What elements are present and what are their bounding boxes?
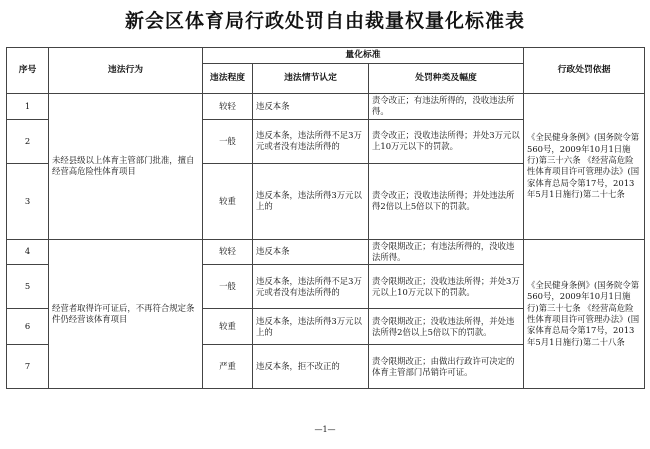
circumstance-cell: 违反本条，违法所得3万元以上的: [253, 309, 369, 345]
violation-cell: 经营者取得许可证后，不再符合规定条件仍经营该体育项目: [49, 239, 203, 389]
basis-cell: 《全民健身条例》(国务院令第560号，2009年10月1日施行)第三十六条 《经营高危险性体育项目许可管理办法》(国家体育总局令第17号，2013年5月1日施行)第二十七条: [524, 94, 645, 240]
circumstance-cell: 违反本条: [253, 94, 369, 120]
penalty-cell: 责令改正；没收违法所得；并处3万元以上10万元以下的罚款。: [369, 119, 524, 163]
degree-cell: 较重: [203, 309, 253, 345]
penalty-cell: 责令限期改正；由做出行政许可决定的体育主管部门吊销许可证。: [369, 345, 524, 389]
row-seq: 3: [7, 163, 49, 239]
page-title: 新会区体育局行政处罚自由裁量权量化标准表: [124, 10, 525, 32]
penalty-cell: 责令限期改正；有违法所得的，没收违法所得。: [369, 239, 524, 265]
header-basis: 行政处罚依据: [524, 48, 645, 94]
header-circumstance: 违法情节认定: [253, 64, 369, 94]
row-seq: 6: [7, 309, 49, 345]
degree-cell: 较轻: [203, 94, 253, 120]
penalty-cell: 责令改正；没收违法所得；并处违法所得2倍以上5倍以下的罚款。: [369, 163, 524, 239]
header-penalty: 处罚种类及幅度: [369, 64, 524, 94]
circumstance-cell: 违反本条，违法所得3万元以上的: [253, 163, 369, 239]
degree-cell: 较重: [203, 163, 253, 239]
penalty-cell: 责令限期改正；没收违法所得，并处违法所得2倍以上5倍以下的罚款。: [369, 309, 524, 345]
circumstance-cell: 违反本条: [253, 239, 369, 265]
header-degree: 违法程度: [203, 64, 253, 94]
table-row: [7, 94, 645, 120]
row-seq: 4: [7, 239, 49, 265]
row-seq: 2: [7, 119, 49, 163]
penalty-cell: 责令限期改正；没收违法所得；并处3万元以上10万元以下的罚款。: [369, 265, 524, 309]
degree-cell: 严重: [203, 345, 253, 389]
row-seq: 1: [7, 94, 49, 120]
row-seq: 7: [7, 345, 49, 389]
circumstance-cell: 违反本条，违法所得不足3万元或者没有违法所得的: [253, 119, 369, 163]
circumstance-cell: 违反本条，违法所得不足3万元或者没有违法所得的: [253, 265, 369, 309]
degree-cell: 一般: [203, 119, 253, 163]
standards-table: [6, 47, 645, 389]
page-number: —1—: [314, 425, 336, 434]
row-seq: 5: [7, 265, 49, 309]
circumstance-cell: 违反本条，拒不改正的: [253, 345, 369, 389]
basis-cell: 《全民健身条例》(国务院令第560号，2009年10月1日施行)第三十七条 《经营高危险性体育项目许可管理办法》(国家体育总局令第17号，2013年5月1日施行)第二十八条: [524, 239, 645, 389]
degree-cell: 一般: [203, 265, 253, 309]
degree-cell: 较轻: [203, 239, 253, 265]
penalty-cell: 责令改正；有违法所得的，没收违法所得。: [369, 94, 524, 120]
violation-cell: 未经县级以上体育主管部门批准，擅自经营高危险性体育项目: [49, 94, 203, 240]
header-standard: 量化标准: [203, 48, 524, 64]
header-seq: 序号: [7, 48, 49, 94]
table-row: [7, 239, 645, 265]
header-violation: 违法行为: [49, 48, 203, 94]
